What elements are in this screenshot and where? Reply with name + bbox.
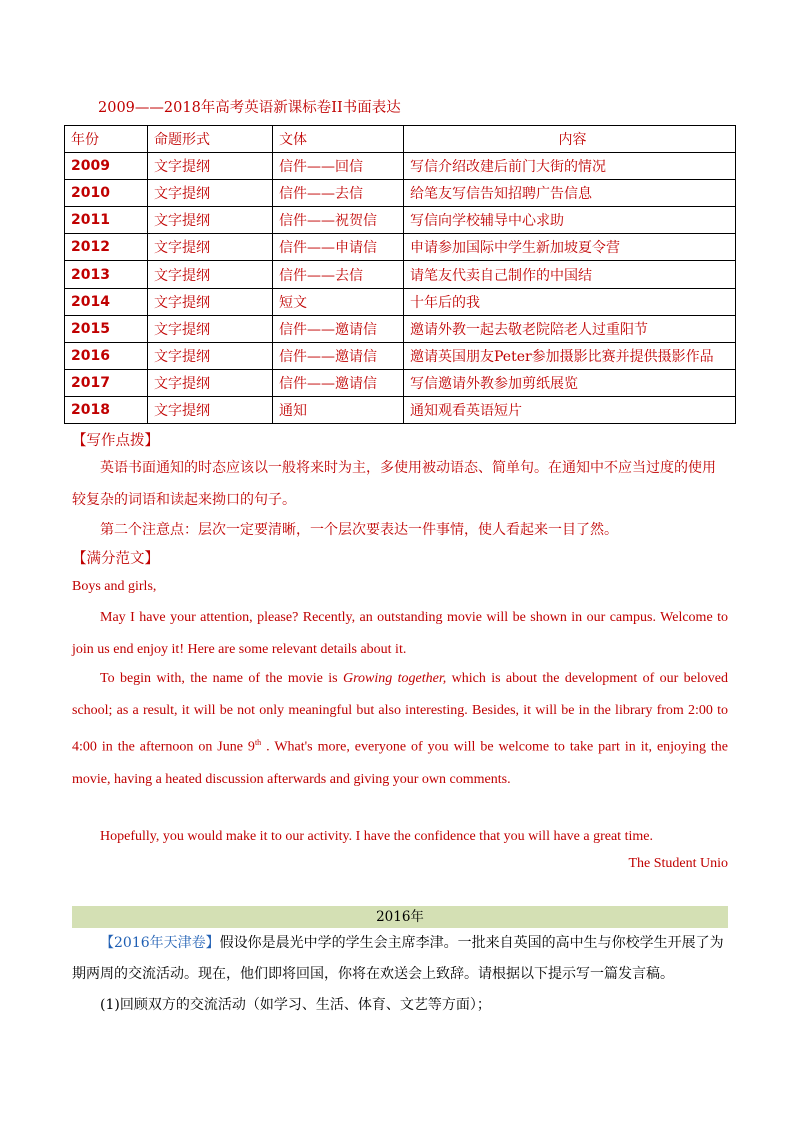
cell-form: 文字提纲 — [148, 234, 273, 261]
header-year: 年份 — [65, 126, 148, 153]
movie-title: Growing together, — [343, 671, 447, 686]
page-title: 2009——2018年高考英语新课标卷II书面表达 — [98, 100, 401, 116]
table-row — [65, 342, 736, 369]
cell-content: 邀请外教一起去敬老院陪老人过重阳节 — [404, 315, 736, 342]
cell-content: 申请参加国际中学生新加坡夏令营 — [404, 234, 736, 261]
table-row — [65, 315, 736, 342]
year-section-bar: 2016年 — [72, 906, 728, 928]
cell-year: 2015 — [65, 315, 148, 342]
cell-form: 文字提纲 — [148, 315, 273, 342]
cell-content: 写信邀请外教参加剪纸展览 — [404, 369, 736, 396]
sample-paragraph-1: May I have your attention, please? Recently, an outstanding movie will be shown in our campus. Welcome to join us end enjoy it! Here are some relevant details about it. — [72, 610, 728, 657]
sample-p2-part-c: . What's more, everyone of you will be welcome to take part in it, enjoying the movie, having a heated discussion afterwards and giving your own comments. — [72, 739, 729, 787]
cell-content: 通知观看英语短片 — [404, 396, 736, 423]
cell-genre: 信件——回信 — [273, 153, 404, 180]
cell-form: 文字提纲 — [148, 153, 273, 180]
sample-p2-part-b: which is about the development of our beloved school; as a result, it will be not only meaningful but also interesting. Besides, it will be in the library from 2:00 to 4:00 in the afternoon on June 9 — [72, 671, 728, 755]
table-row — [65, 234, 736, 261]
task-paragraph — [72, 928, 728, 990]
table-row — [65, 396, 736, 423]
table-row — [65, 369, 736, 396]
cell-form: 文字提纲 — [148, 261, 273, 288]
cell-content: 邀请英国朋友Peter参加摄影比赛并提供摄影作品 — [404, 342, 736, 369]
cell-content: 十年后的我 — [404, 288, 736, 315]
table-row — [65, 288, 736, 315]
cell-form: 文字提纲 — [148, 288, 273, 315]
cell-form: 文字提纲 — [148, 342, 273, 369]
sample-p2-part-a: To begin with, the name of the movie is — [100, 671, 343, 686]
cell-form: 文字提纲 — [148, 396, 273, 423]
header-genre: 文体 — [273, 126, 404, 153]
cell-year: 2018 — [65, 396, 148, 423]
task-item-1: (1)回顾双方的交流活动（如学习、生活、体育、文艺等方面）； — [100, 997, 491, 1013]
cell-year: 2016 — [65, 342, 148, 369]
signature: The Student Unio — [628, 856, 728, 871]
cell-genre: 通知 — [273, 396, 404, 423]
cell-year: 2010 — [65, 180, 148, 207]
tips-paragraph-1: 英语书面通知的时态应该以一般将来时为主，多使用被动语态、简单句。在通知中不应当过度的使用较复杂的词语和读起来拗口的句子。 — [72, 460, 716, 508]
cell-genre: 短文 — [273, 288, 404, 315]
sample-greeting: Boys and girls, — [72, 579, 157, 594]
header-content: 内容 — [404, 126, 736, 153]
cell-genre: 信件——祝贺信 — [273, 207, 404, 234]
cell-form: 文字提纲 — [148, 180, 273, 207]
cell-year: 2014 — [65, 288, 148, 315]
table-header-row — [65, 126, 736, 153]
sample-paragraph-2 — [72, 663, 728, 796]
cell-content: 请笔友代卖自己制作的中国结 — [404, 261, 736, 288]
cell-year: 2009 — [65, 153, 148, 180]
cell-genre: 信件——去信 — [273, 180, 404, 207]
tips-heading: 【写作点拨】 — [72, 433, 159, 449]
table-row — [65, 207, 736, 234]
cell-content: 写信介绍改建后前门大街的情况 — [404, 153, 736, 180]
date-suffix: th — [254, 738, 262, 747]
cell-content: 给笔友写信告知招聘广告信息 — [404, 180, 736, 207]
cell-year: 2017 — [65, 369, 148, 396]
task-source: 【2016年天津卷】 — [100, 935, 220, 951]
task-text: 假设你是晨光中学的学生会主席李津。一批来自英国的高中生与你校学生开展了为期两周的交流活动。现在，他们即将回国，你将在欢送会上致辞。请根据以下提示写一篇发言稿。 — [72, 935, 724, 982]
cell-content: 写信向学校辅导中心求助 — [404, 207, 736, 234]
cell-genre: 信件——邀请信 — [273, 342, 404, 369]
cell-year: 2013 — [65, 261, 148, 288]
cell-year: 2011 — [65, 207, 148, 234]
exam-table — [64, 125, 736, 424]
sample-heading: 【满分范文】 — [72, 551, 159, 567]
cell-genre: 信件——去信 — [273, 261, 404, 288]
cell-genre: 信件——邀请信 — [273, 369, 404, 396]
cell-year: 2012 — [65, 234, 148, 261]
table-row — [65, 153, 736, 180]
cell-form: 文字提纲 — [148, 369, 273, 396]
tips-paragraph-2: 第二个注意点：层次一定要清晰，一个层次要表达一件事情，使人看起来一目了然。 — [100, 522, 618, 538]
table-row — [65, 180, 736, 207]
header-form: 命题形式 — [148, 126, 273, 153]
cell-genre: 信件——申请信 — [273, 234, 404, 261]
cell-genre: 信件——邀请信 — [273, 315, 404, 342]
sample-paragraph-3: Hopefully, you would make it to our activity. I have the confidence that you will have a great time. — [100, 829, 653, 844]
cell-form: 文字提纲 — [148, 207, 273, 234]
table-row — [65, 261, 736, 288]
